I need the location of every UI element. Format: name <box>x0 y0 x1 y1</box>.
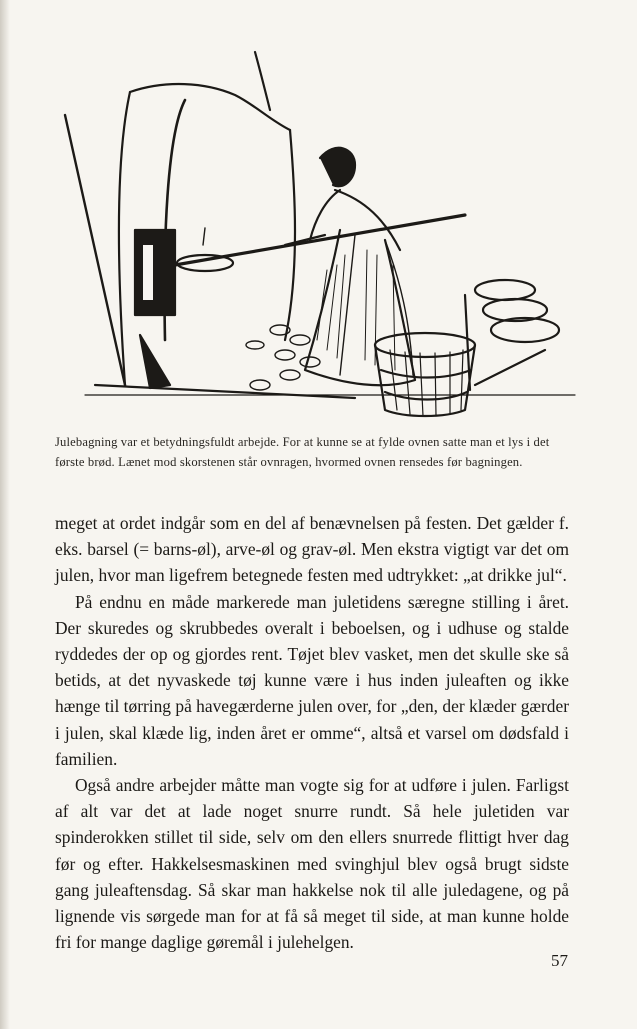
paragraph-1: meget at ordet indgår som en del af benævnelsen på festen. Det gælder f. eks. barsel (= barns-øl), arve-øl og grav-øl. Men ekstra vigtigt var det om julen, hvor man ligefrem betegnede festen med udtrykket: „at drikke jul“. <box>55 513 569 586</box>
paragraph-2: På endnu en måde markerede man juletidens særegne stilling i året. Der skuredes og skrubbedes overalt i beboelsen, og i udhuse og stalde ryddedes der op og gjordes rent. Tøjet blev vasket, men det skulle ske så betids, at det nyvaskede tøj kunne være i hus inden juleaften og ikke hænge til tørring på havegærderne julen over, for „den, der klæder gærder i julen, skal klæde lig, inden året er omme“, altså et varsel om dødsfald i familien. <box>55 591 569 769</box>
paragraph-3: Også andre arbejder måtte man vogte sig for at udføre i julen. Farligst af alt var det at lade noget snurre rundt. Så hele juletiden var spinderokken stillet til side, selv om den ellers snurrede flittigt hver dag før og efter. Hakkelsesmaskinen med svinghjul blev også brugt sidste gang juleaftensdag. Så skar man hakkelse nok til alle juledagene, og på lignende vis sørgede man for at få så meget til side, at man kunne holde fri for mange daglige gøremål i julehelgen. <box>55 775 569 953</box>
binding-shadow <box>0 0 10 1029</box>
illustration-baking-oven <box>55 40 585 430</box>
illustration-caption: Julebagning var et betydningsfuldt arbejde. For at kunne se at fylde ovnen satte man et lys i det første brød. Lænet mod skorstenen står ovnragen, hvormed ovnen rensedes før bagningen. <box>55 435 550 469</box>
page-number: 57 <box>551 951 568 970</box>
body-text <box>55 510 569 955</box>
